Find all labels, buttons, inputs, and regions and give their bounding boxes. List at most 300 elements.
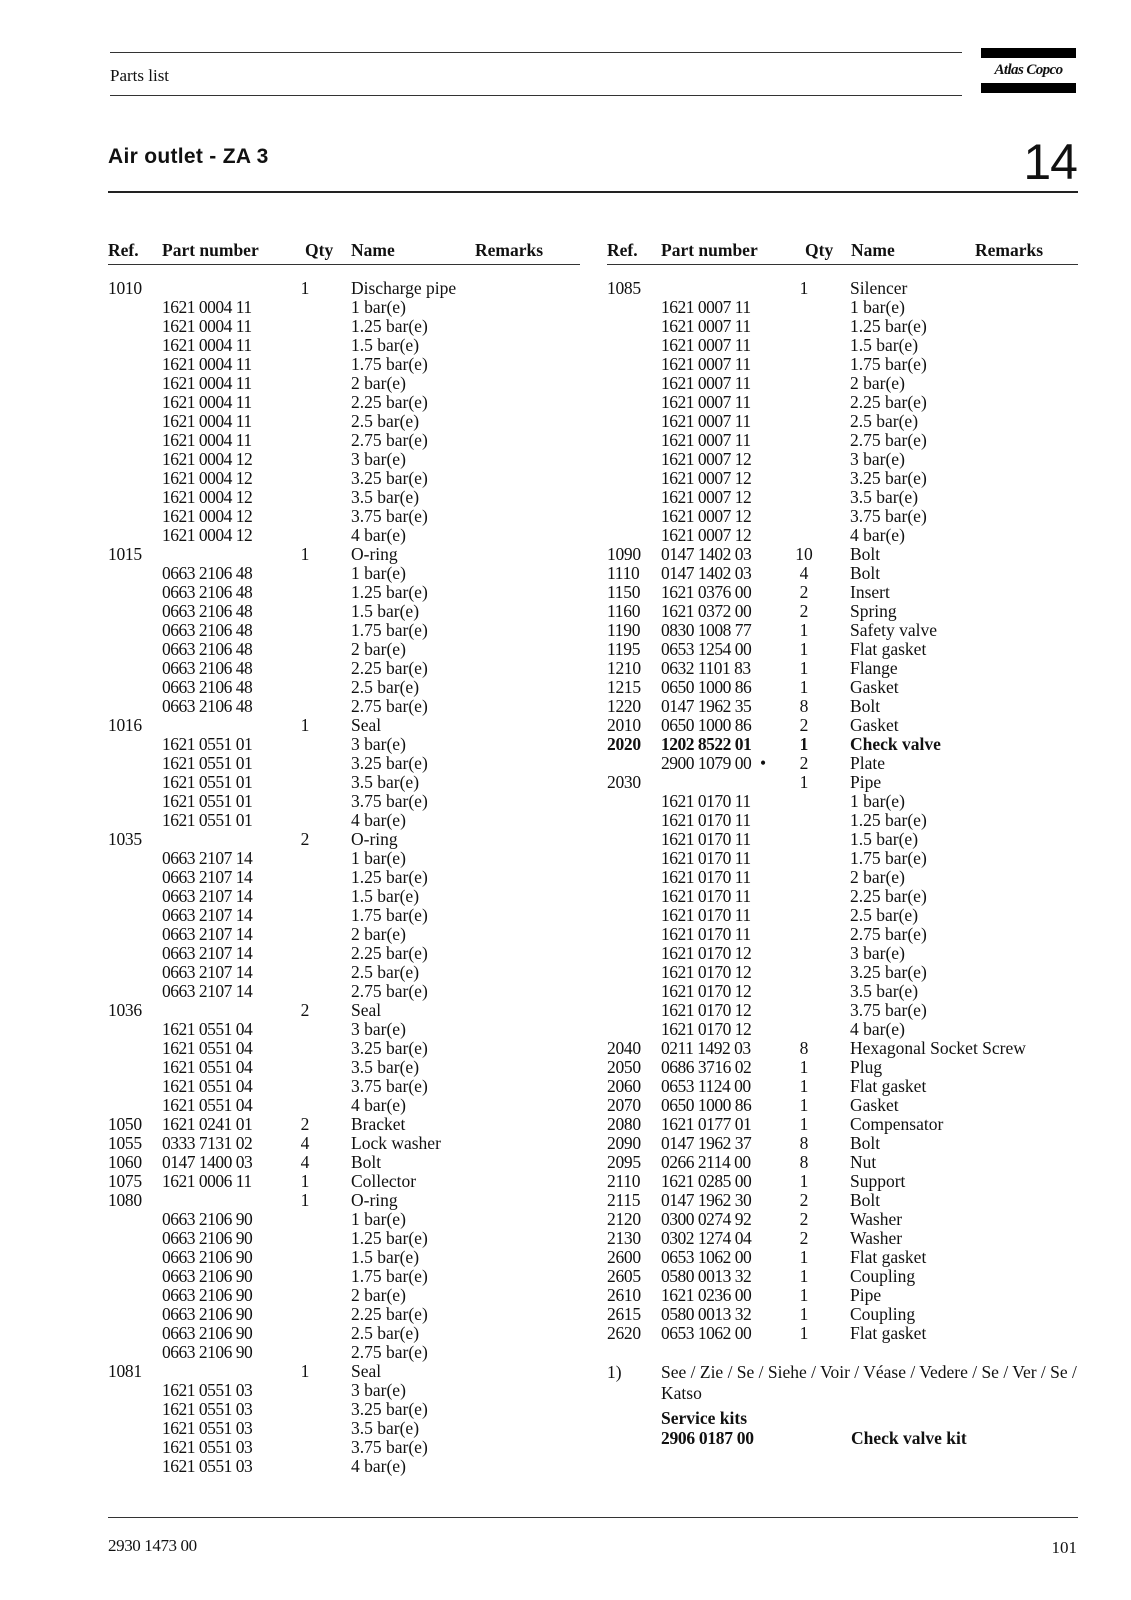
qty-cell: 4	[300, 1152, 310, 1172]
ref-cell: 1210	[607, 658, 641, 678]
table-row	[607, 1039, 1078, 1058]
table-row	[607, 545, 1078, 564]
table-row	[108, 298, 580, 317]
ref-cell: 1075	[108, 1171, 142, 1191]
header-bottom-rule	[110, 95, 962, 96]
header-part-number: Part number	[162, 240, 259, 260]
name-cell: 3.75 bar(e)	[351, 1437, 428, 1457]
part-number-cell: 1621 0170 11	[661, 924, 751, 944]
part-number-cell: 1621 0004 11	[162, 316, 252, 336]
name-cell: 1.5 bar(e)	[351, 335, 420, 355]
table-row	[607, 659, 1078, 678]
part-number-cell: 1621 0004 11	[162, 430, 252, 450]
name-cell: Washer	[850, 1228, 903, 1248]
name-cell: Collector	[351, 1171, 417, 1191]
part-number-cell: 0302 1274 04	[661, 1228, 752, 1248]
name-cell: Silencer	[850, 278, 908, 298]
name-cell: 2.5 bar(e)	[351, 411, 420, 431]
table-row	[607, 1267, 1078, 1286]
part-number-cell: 1621 0170 12	[661, 1019, 752, 1039]
name-cell: 3.5 bar(e)	[351, 1057, 420, 1077]
ref-cell: 2110	[607, 1171, 641, 1191]
table-row	[108, 925, 580, 944]
name-cell: 3.75 bar(e)	[351, 506, 428, 526]
part-number-cell: 1621 0007 11	[661, 411, 751, 431]
footnote-mark: 1)	[607, 1362, 622, 1382]
name-cell: Bolt	[850, 1133, 881, 1153]
part-number-cell: 1621 0007 12	[661, 506, 752, 526]
name-cell: 3 bar(e)	[351, 734, 406, 754]
name-cell: 1.75 bar(e)	[351, 1266, 428, 1286]
name-cell: O-ring	[351, 1190, 398, 1210]
table-row	[607, 887, 1078, 906]
table-row	[607, 640, 1078, 659]
part-number-cell: 1621 0551 01	[162, 791, 253, 811]
part-number-cell: 0663 2107 14	[162, 943, 253, 963]
part-number-cell: 1621 0007 11	[661, 335, 751, 355]
part-number-cell: 0147 1400 03	[162, 1152, 253, 1172]
ref-cell: 2040	[607, 1038, 641, 1058]
table-row	[607, 1210, 1078, 1229]
part-number-cell: 0830 1008 77	[661, 620, 752, 640]
part-number-cell: 1621 0004 12	[162, 449, 253, 469]
name-cell: 3.75 bar(e)	[850, 506, 927, 526]
table-row	[607, 279, 1078, 298]
service-kits-title: Service kits	[661, 1408, 748, 1428]
table-row	[108, 697, 580, 716]
part-number-cell: 0211 1492 03	[661, 1038, 751, 1058]
part-number-cell: 1621 0004 11	[162, 411, 252, 431]
name-cell: 2.5 bar(e)	[351, 677, 420, 697]
qty-cell: 2	[300, 1000, 310, 1020]
part-number-cell: 0663 2107 14	[162, 886, 253, 906]
part-number-cell: 0147 1962 35	[661, 696, 752, 716]
name-cell: Bolt	[850, 1190, 881, 1210]
table-row	[108, 735, 580, 754]
header-qty: Qty	[305, 240, 334, 260]
table-row	[607, 811, 1078, 830]
part-number-cell: 1202 8522 01	[661, 734, 752, 754]
part-number-cell: 1621 0241 01	[162, 1114, 253, 1134]
part-number-cell: 0147 1962 30	[661, 1190, 752, 1210]
qty-cell: 4	[799, 563, 809, 583]
qty-cell: 1	[799, 734, 809, 754]
name-cell: 3.5 bar(e)	[850, 981, 919, 1001]
ref-cell: 1190	[607, 620, 641, 640]
part-number-cell: 0663 2106 90	[162, 1247, 253, 1267]
service-kit-part-number: 2906 0187 00	[661, 1428, 754, 1448]
title-rule	[108, 191, 1078, 193]
part-number-cell: 1621 0551 03	[162, 1437, 253, 1457]
ref-cell: 1055	[108, 1133, 142, 1153]
part-number-cell: 0300 0274 92	[661, 1209, 752, 1229]
table-row	[108, 412, 580, 431]
table-row	[108, 469, 580, 488]
qty-cell: 1	[799, 1076, 809, 1096]
ref-cell: 2620	[607, 1323, 641, 1343]
table-row	[607, 1020, 1078, 1039]
table-row	[607, 1191, 1078, 1210]
name-cell: 2.25 bar(e)	[351, 943, 428, 963]
qty-cell: 1	[799, 1323, 809, 1343]
name-cell: 4 bar(e)	[351, 1456, 406, 1476]
name-cell: 3.75 bar(e)	[351, 1076, 428, 1096]
name-cell: 4 bar(e)	[850, 1019, 905, 1039]
part-number-cell: 1621 0004 11	[162, 392, 252, 412]
table-row	[607, 1305, 1078, 1324]
qty-cell: 1	[300, 1171, 310, 1191]
footer-rule	[108, 1517, 1078, 1518]
page-title: Air outlet - ZA 3	[108, 145, 269, 168]
header-ref: Ref.	[108, 240, 139, 260]
qty-cell: 1	[799, 772, 809, 792]
part-number-cell: 1621 0170 11	[661, 829, 751, 849]
part-number-cell: 1621 0170 12	[661, 1000, 752, 1020]
qty-cell: 2	[300, 1114, 310, 1134]
table-row	[607, 716, 1078, 735]
table-row	[607, 1153, 1078, 1172]
part-number-cell: 1621 0007 11	[661, 354, 751, 374]
table-row	[108, 1419, 580, 1438]
table-row	[607, 1324, 1078, 1343]
table-row	[607, 754, 1078, 773]
ref-cell: 2115	[607, 1190, 641, 1210]
ref-cell: 1110	[607, 563, 640, 583]
table-row	[607, 355, 1078, 374]
name-cell: 3 bar(e)	[351, 1019, 406, 1039]
right-parts-table	[607, 279, 1078, 1343]
table-row	[108, 1191, 580, 1210]
part-number-cell: 1621 0551 04	[162, 1076, 253, 1096]
table-row	[108, 1134, 580, 1153]
ref-cell: 1150	[607, 582, 641, 602]
name-cell: Seal	[351, 1000, 382, 1020]
part-number-cell: 1621 0551 01	[162, 810, 253, 830]
table-row	[108, 811, 580, 830]
part-number-cell: 0632 1101 83	[661, 658, 751, 678]
table-row	[607, 526, 1078, 545]
part-number-cell: 0663 2106 90	[162, 1209, 253, 1229]
name-cell: 2.5 bar(e)	[351, 962, 420, 982]
name-cell: O-ring	[351, 544, 398, 564]
table-row	[607, 830, 1078, 849]
qty-cell: 8	[799, 1038, 809, 1058]
part-number-cell: 1621 0551 03	[162, 1399, 253, 1419]
qty-cell: 1	[799, 1285, 809, 1305]
table-row	[607, 469, 1078, 488]
table-row	[108, 754, 580, 773]
part-number-cell: 0663 2107 14	[162, 962, 253, 982]
table-row	[108, 868, 580, 887]
name-cell: 2 bar(e)	[351, 373, 406, 393]
name-cell: 2 bar(e)	[351, 639, 406, 659]
table-row	[607, 602, 1078, 621]
table-row	[607, 1229, 1078, 1248]
name-cell: 2 bar(e)	[850, 867, 905, 887]
table-row	[607, 488, 1078, 507]
name-cell: 2.75 bar(e)	[850, 924, 927, 944]
spare-part-mark: •	[760, 753, 767, 773]
qty-cell: 1	[799, 1057, 809, 1077]
ref-cell: 1036	[108, 1000, 142, 1020]
qty-cell: 2	[799, 715, 809, 735]
part-number-cell: 1621 0004 11	[162, 335, 252, 355]
table-row	[108, 526, 580, 545]
part-number-cell: 1621 0007 11	[661, 392, 751, 412]
table-row	[108, 1343, 580, 1362]
table-row	[108, 393, 580, 412]
part-number-cell: 1621 0551 04	[162, 1019, 253, 1039]
logo-top-bar	[981, 48, 1076, 58]
qty-cell: 1	[799, 658, 809, 678]
table-row	[607, 1286, 1078, 1305]
qty-cell: 10	[795, 544, 813, 564]
table-row	[108, 583, 580, 602]
part-number-cell: 0663 2106 90	[162, 1266, 253, 1286]
part-number-cell: 1621 0551 04	[162, 1057, 253, 1077]
part-number-cell: 0653 1254 00	[661, 639, 752, 659]
name-cell: 3.75 bar(e)	[850, 1000, 927, 1020]
header-top-rule	[110, 52, 962, 53]
ref-cell: 1010	[108, 278, 142, 298]
name-cell: 1.75 bar(e)	[850, 848, 927, 868]
table-row	[108, 963, 580, 982]
table-row	[607, 1077, 1078, 1096]
table-row	[108, 1438, 580, 1457]
table-row	[108, 887, 580, 906]
name-cell: 3 bar(e)	[351, 1380, 406, 1400]
ref-cell: 1085	[607, 278, 641, 298]
ref-cell: 1016	[108, 715, 142, 735]
ref-cell: 2095	[607, 1152, 641, 1172]
part-number-cell: 1621 0551 01	[162, 734, 253, 754]
right-header-rule	[607, 264, 1078, 265]
ref-cell: 1035	[108, 829, 142, 849]
name-cell: Flat gasket	[850, 1323, 927, 1343]
qty-cell: 2	[799, 582, 809, 602]
table-row	[607, 773, 1078, 792]
name-cell: Coupling	[850, 1304, 916, 1324]
part-number-cell: 1621 0007 11	[661, 297, 751, 317]
part-number-cell: 1621 0177 01	[661, 1114, 752, 1134]
part-number-cell: 0663 2106 48	[162, 582, 253, 602]
name-cell: Gasket	[850, 1095, 899, 1115]
ref-cell: 1080	[108, 1190, 142, 1210]
part-number-cell: 0663 2106 48	[162, 563, 253, 583]
part-number-cell: 0653 1062 00	[661, 1323, 752, 1343]
name-cell: Washer	[850, 1209, 903, 1229]
header-ref: Ref.	[607, 240, 638, 260]
part-number-cell: 0650 1000 86	[661, 1095, 752, 1115]
name-cell: Flat gasket	[850, 1247, 927, 1267]
section-number: 14	[1023, 134, 1077, 190]
part-number-cell: 0663 2106 48	[162, 620, 253, 640]
qty-cell: 2	[799, 1190, 809, 1210]
part-number-cell: 0663 2107 14	[162, 924, 253, 944]
name-cell: Check valve	[850, 734, 941, 754]
part-number-cell: 1621 0004 12	[162, 468, 253, 488]
part-number-cell: 1621 0170 12	[661, 943, 752, 963]
name-cell: 4 bar(e)	[351, 525, 406, 545]
name-cell: 1 bar(e)	[351, 848, 406, 868]
table-row	[108, 1457, 580, 1476]
name-cell: 3 bar(e)	[351, 449, 406, 469]
table-row	[607, 735, 1078, 754]
ref-cell: 1090	[607, 544, 641, 564]
table-row	[108, 374, 580, 393]
ref-cell: 2615	[607, 1304, 641, 1324]
part-number-cell: 0653 1124 00	[661, 1076, 751, 1096]
name-cell: 2.75 bar(e)	[351, 696, 428, 716]
table-row	[108, 507, 580, 526]
table-row	[108, 1058, 580, 1077]
table-row	[607, 621, 1078, 640]
table-row	[607, 792, 1078, 811]
table-row	[607, 697, 1078, 716]
part-number-cell: 0686 3716 02	[661, 1057, 752, 1077]
part-number-cell: 1621 0170 11	[661, 791, 751, 811]
table-row	[108, 564, 580, 583]
part-number-cell: 0147 1962 37	[661, 1133, 752, 1153]
name-cell: 3 bar(e)	[850, 943, 905, 963]
part-number-cell: 0663 2106 90	[162, 1228, 253, 1248]
table-row	[108, 1020, 580, 1039]
name-cell: Bracket	[351, 1114, 406, 1134]
part-number-cell: 1621 0007 11	[661, 373, 751, 393]
part-number-cell: 1621 0376 00	[661, 582, 752, 602]
name-cell: Spring	[850, 601, 897, 621]
part-number-cell: 2900 1079 00	[661, 753, 752, 773]
header-name: Name	[351, 240, 395, 260]
table-row	[607, 564, 1078, 583]
table-row	[607, 906, 1078, 925]
table-row	[607, 1001, 1078, 1020]
name-cell: Safety valve	[850, 620, 937, 640]
logo-wordmark: Atlas Copco	[994, 62, 1063, 78]
name-cell: 2.25 bar(e)	[850, 392, 927, 412]
name-cell: 1.25 bar(e)	[351, 316, 428, 336]
name-cell: 2.75 bar(e)	[850, 430, 927, 450]
part-number-cell: 0663 2106 48	[162, 639, 253, 659]
name-cell: 4 bar(e)	[850, 525, 905, 545]
table-row	[607, 849, 1078, 868]
ref-cell: 1081	[108, 1361, 142, 1381]
part-number-cell: 1621 0004 12	[162, 487, 253, 507]
part-number-cell: 1621 0170 11	[661, 886, 751, 906]
part-number-cell: 0266 2114 00	[661, 1152, 751, 1172]
table-row	[108, 1381, 580, 1400]
name-cell: 3.25 bar(e)	[850, 962, 927, 982]
name-cell: Lock washer	[351, 1133, 441, 1153]
table-row	[607, 1115, 1078, 1134]
table-row	[108, 545, 580, 564]
part-number-cell: 0663 2106 48	[162, 658, 253, 678]
qty-cell: 1	[799, 639, 809, 659]
table-row	[607, 317, 1078, 336]
name-cell: O-ring	[351, 829, 398, 849]
name-cell: 1.5 bar(e)	[351, 601, 420, 621]
name-cell: Compensator	[850, 1114, 944, 1134]
table-row	[607, 393, 1078, 412]
table-row	[108, 678, 580, 697]
name-cell: 3.25 bar(e)	[850, 468, 927, 488]
name-cell: 2.25 bar(e)	[351, 392, 428, 412]
part-number-cell: 0663 2107 14	[162, 867, 253, 887]
name-cell: Seal	[351, 1361, 382, 1381]
table-row	[108, 982, 580, 1001]
table-row	[108, 1210, 580, 1229]
qty-cell: 1	[799, 677, 809, 697]
table-row	[607, 925, 1078, 944]
part-number-cell: 0653 1062 00	[661, 1247, 752, 1267]
table-row	[108, 1267, 580, 1286]
name-cell: 2.5 bar(e)	[850, 411, 919, 431]
table-row	[108, 336, 580, 355]
table-row	[108, 1077, 580, 1096]
table-row	[108, 1039, 580, 1058]
header-remarks: Remarks	[975, 240, 1044, 260]
name-cell: 3.5 bar(e)	[351, 487, 420, 507]
part-number-cell: 1621 0551 04	[162, 1038, 253, 1058]
table-row	[607, 583, 1078, 602]
name-cell: Pipe	[850, 772, 882, 792]
document-number: 2930 1473 00	[108, 1536, 197, 1555]
name-cell: 1.5 bar(e)	[850, 829, 919, 849]
ref-cell: 1160	[607, 601, 641, 621]
part-number-cell: 0663 2107 14	[162, 905, 253, 925]
table-row	[607, 431, 1078, 450]
part-number-cell: 1621 0372 00	[661, 601, 752, 621]
name-cell: 2 bar(e)	[351, 1285, 406, 1305]
qty-cell: 1	[799, 278, 809, 298]
name-cell: 4 bar(e)	[351, 810, 406, 830]
qty-cell: 1	[799, 1247, 809, 1267]
qty-cell: 1	[799, 1266, 809, 1286]
part-number-cell: 1621 0551 03	[162, 1380, 253, 1400]
part-number-cell: 1621 0007 12	[661, 468, 752, 488]
name-cell: Nut	[850, 1152, 877, 1172]
table-row	[108, 773, 580, 792]
part-number-cell: 0147 1402 03	[661, 544, 752, 564]
table-row	[607, 374, 1078, 393]
part-number-cell: 0663 2106 90	[162, 1285, 253, 1305]
qty-cell: 1	[799, 1304, 809, 1324]
table-row	[108, 1115, 580, 1134]
table-row	[607, 963, 1078, 982]
table-row	[108, 716, 580, 735]
qty-cell: 1	[799, 1171, 809, 1191]
name-cell: Bolt	[850, 563, 881, 583]
name-cell: Plug	[850, 1057, 883, 1077]
part-number-cell: 1621 0170 11	[661, 867, 751, 887]
table-row	[607, 298, 1078, 317]
table-row	[607, 1134, 1078, 1153]
name-cell: Flat gasket	[850, 639, 927, 659]
header-remarks: Remarks	[475, 240, 544, 260]
name-cell: 3.25 bar(e)	[351, 468, 428, 488]
logo-bottom-bar	[981, 83, 1076, 93]
running-head: Parts list	[110, 66, 170, 85]
table-row	[108, 279, 580, 298]
table-row	[108, 317, 580, 336]
name-cell: 1.25 bar(e)	[850, 316, 927, 336]
ref-cell: 2020	[607, 734, 641, 754]
qty-cell: 1	[300, 1361, 310, 1381]
qty-cell: 1	[300, 715, 310, 735]
name-cell: 2.25 bar(e)	[351, 658, 428, 678]
name-cell: 2.25 bar(e)	[850, 886, 927, 906]
table-row	[108, 830, 580, 849]
